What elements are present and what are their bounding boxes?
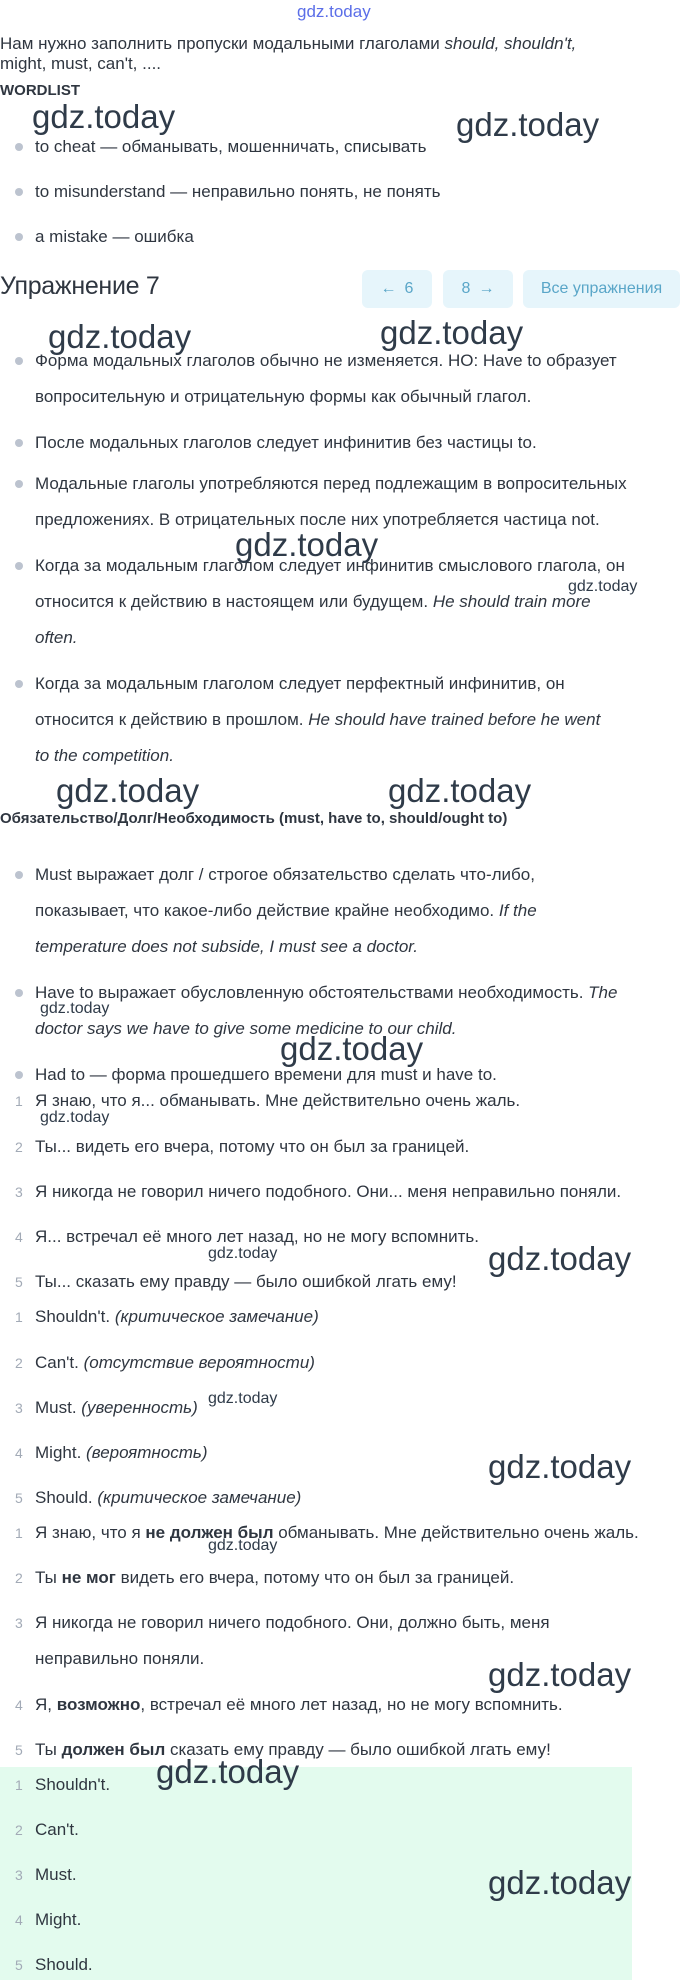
theory-line: Когда за модальным глаголом следует перфектный инфинитив, он (35, 674, 565, 693)
filled-post: сказать ему правду — было ошибкой лгать ему! (165, 1740, 551, 1759)
bullet-icon (15, 480, 23, 488)
obligation-line (35, 893, 537, 929)
watermark: gdz.today (208, 1245, 278, 1262)
watermark: gdz.today (488, 1864, 632, 1901)
watermark: gdz.today (388, 772, 532, 809)
reason-note: (критическое замечание) (97, 1488, 302, 1507)
item-number: 5 (15, 1742, 23, 1758)
filled-post: видеть его вчера, потому что он был за границей. (115, 1568, 515, 1587)
theory-example: He should train more (432, 592, 591, 611)
task-item: Я знаю, что я... обманывать. Мне действительно очень жаль. (35, 1091, 521, 1110)
item-number: 3 (15, 1615, 23, 1631)
theory-example: often. (35, 628, 78, 647)
bullet-icon (15, 680, 23, 688)
answer-item: Might. (35, 1910, 82, 1929)
item-number: 4 (15, 1697, 23, 1713)
bullet-icon (15, 233, 23, 241)
filled-pre: Я знаю, что я (35, 1523, 146, 1542)
filled-item (35, 1605, 550, 1641)
theory-line: Модальные глаголы употребляются перед подлежащим в вопросительных (35, 474, 627, 493)
theory-example: to the competition. (35, 746, 174, 765)
wordlist-title: WORDLIST (0, 82, 80, 99)
theory-line (35, 702, 600, 738)
theory-line: вопросительную и отрицательную формы как обычный глагол. (35, 387, 532, 406)
item-number: 3 (15, 1184, 23, 1200)
all-exercises-button[interactable] (523, 270, 680, 308)
answer-item: Must. (35, 1865, 77, 1884)
theory-line (35, 738, 174, 774)
watermark: gdz.today (488, 1656, 632, 1693)
reason-item (35, 1299, 319, 1335)
bullet-icon (15, 871, 23, 879)
obligation-text: Have to выражает обусловленную обстоятельствами необходимость. (35, 983, 589, 1002)
reason-word: Must. (35, 1398, 82, 1417)
bullet-icon (15, 357, 23, 365)
theory-line: Когда за модальным глаголом следует инфинитив смыслового глагола, он (35, 556, 625, 575)
answer-item: Can't. (35, 1820, 79, 1839)
filled-pre: Ты (35, 1740, 62, 1759)
item-number: 5 (15, 1490, 23, 1506)
arrow-right-icon: → (478, 280, 495, 297)
reason-item (35, 1480, 301, 1516)
obligation-example: doctor says we have to give some medicine to our child. (35, 1019, 457, 1038)
obligation-example: If the (498, 901, 537, 920)
item-number: 5 (15, 1957, 23, 1973)
theory-text: относится к действию в настоящем или будущем. (35, 592, 433, 611)
filled-answer: возможно (56, 1695, 141, 1714)
filled-pre: Я, (35, 1695, 57, 1714)
watermark: gdz.today (208, 1537, 278, 1554)
bullet-icon (15, 143, 23, 151)
theory-example: He should have trained before he went (308, 710, 601, 729)
watermark: gdz.today (235, 526, 379, 563)
item-number: 1 (15, 1309, 23, 1325)
watermark: gdz.today (40, 1000, 110, 1017)
item-number: 4 (15, 1229, 23, 1245)
item-number: 4 (15, 1912, 23, 1928)
filled-item (35, 1515, 639, 1551)
watermark: gdz.today (380, 314, 524, 351)
prev-exercise-label: 6 (404, 280, 414, 297)
task-item: Я... встречал её много лет назад, но не могу вспомнить. (35, 1227, 479, 1246)
intro-clipped-line (0, 54, 200, 78)
reason-note: (уверенность) (81, 1398, 198, 1417)
item-number: 3 (15, 1867, 23, 1883)
watermark: gdz.today (280, 1030, 424, 1067)
arrow-left-icon: ← (380, 280, 397, 297)
item-number: 1 (15, 1093, 23, 1109)
watermark: gdz.today (48, 318, 192, 355)
bullet-icon (15, 188, 23, 196)
theory-line: Форма модальных глаголов обычно не изменяется. НО: Have to образует (35, 351, 617, 370)
filled-pre: Я никогда не говорил ничего подобного. Они, должно быть, меня (35, 1613, 550, 1632)
task-item: Ты... сказать ему правду — было ошибкой лгать ему! (35, 1272, 457, 1291)
reason-word: Shouldn't. (35, 1307, 115, 1326)
theory-line: предложениях. В отрицательных после них употребляется частица not. (35, 510, 600, 529)
reason-word: Can't. (35, 1353, 84, 1372)
task-item: Я никогда не говорил ничего подобного. Они... меня неправильно поняли. (35, 1182, 622, 1201)
item-number: 3 (15, 1400, 23, 1416)
bullet-icon (15, 439, 23, 447)
watermark: gdz.today (488, 1240, 632, 1277)
obligation-line (35, 1011, 456, 1047)
filled-post: обманывать. Мне действительно очень жаль. (273, 1523, 639, 1542)
watermark: gdz.today (456, 106, 600, 143)
reason-item (35, 1435, 208, 1471)
obligation-example: The (588, 983, 618, 1002)
filled-post: , встречал её много лет назад, но не могу вспомнить. (140, 1695, 563, 1714)
reason-note: (критическое замечание) (114, 1307, 319, 1326)
intro-clipped-text: might, must, can't, .... (0, 54, 162, 73)
answer-item: Should. (35, 1955, 93, 1974)
reason-note: (отсутствие вероятности) (83, 1353, 315, 1372)
task-item: Ты... видеть его вчера, потому что он был за границей. (35, 1137, 470, 1156)
obligation-text: показывает, что какое-либо действие крайне необходимо. (35, 901, 499, 920)
wordlist-item: a mistake — ошибка (35, 227, 194, 246)
filled-item (35, 1687, 563, 1723)
reason-note: (вероятность) (86, 1443, 208, 1462)
obligation-line: Had to — форма прошедшего времени для must и have to. (35, 1065, 497, 1084)
watermark: gdz.today (488, 1448, 632, 1485)
obligation-example: temperature does not subside, I must see a doctor. (35, 937, 419, 956)
prev-exercise-button[interactable] (362, 270, 432, 308)
filled-item (35, 1732, 551, 1768)
theory-line: После модальных глаголов следует инфинитив без частицы to. (35, 433, 537, 452)
wordlist-item: to cheat — обманывать, мошенничать, списывать (35, 137, 427, 156)
item-number: 2 (15, 1822, 23, 1838)
obligation-line (35, 975, 617, 1011)
item-number: 4 (15, 1445, 23, 1461)
bullet-icon (15, 562, 23, 570)
item-number: 2 (15, 1355, 23, 1371)
watermark: gdz.today (208, 1390, 278, 1407)
filled-answer: должен был (61, 1740, 166, 1759)
bullet-icon (15, 1071, 23, 1079)
reason-item (35, 1390, 198, 1426)
filled-answer: не должен был (145, 1523, 274, 1542)
theory-line (35, 584, 591, 620)
item-number: 2 (15, 1139, 23, 1155)
item-number: 5 (15, 1274, 23, 1290)
intro-terms: should, shouldn't, (444, 34, 577, 53)
site-logo[interactable]: gdz.today (297, 2, 371, 21)
item-number: 2 (15, 1570, 23, 1586)
all-exercises-label: Все упражнения (540, 280, 663, 297)
intro-plain: Нам нужно заполнить пропуски модальными глаголами (0, 34, 445, 53)
watermark: gdz.today (32, 98, 176, 135)
theory-text: относится к действию в прошлом. (35, 710, 309, 729)
obligation-line: Must выражает долг / строгое обязательство сделать что-либо, (35, 865, 535, 884)
theory-line (35, 620, 78, 656)
filled-answer: не мог (61, 1568, 116, 1587)
reason-word: Should. (35, 1488, 98, 1507)
next-exercise-label: 8 (461, 280, 471, 297)
watermark: gdz.today (40, 1109, 110, 1126)
answer-item: Shouldn't. (35, 1775, 111, 1794)
filled-item-continuation: неправильно поняли. (35, 1649, 205, 1668)
exercise-title: Упражнение 7 (0, 272, 160, 300)
watermark: gdz.today (156, 1753, 300, 1790)
watermark: gdz.today (56, 772, 200, 809)
reason-item (35, 1345, 315, 1381)
filled-item (35, 1560, 514, 1596)
obligation-line (35, 929, 418, 965)
watermark: gdz.today (568, 578, 638, 595)
bullet-icon (15, 989, 23, 997)
reason-word: Might. (35, 1443, 87, 1462)
next-exercise-button[interactable] (443, 270, 513, 308)
item-number: 1 (15, 1777, 23, 1793)
item-number: 1 (15, 1525, 23, 1541)
wordlist-item: to misunderstand — неправильно понять, не понять (35, 182, 441, 201)
obligation-title: Обязательство/Долг/Необходимость (must, have to, should/ought to) (0, 810, 508, 827)
filled-pre: Ты (35, 1568, 62, 1587)
